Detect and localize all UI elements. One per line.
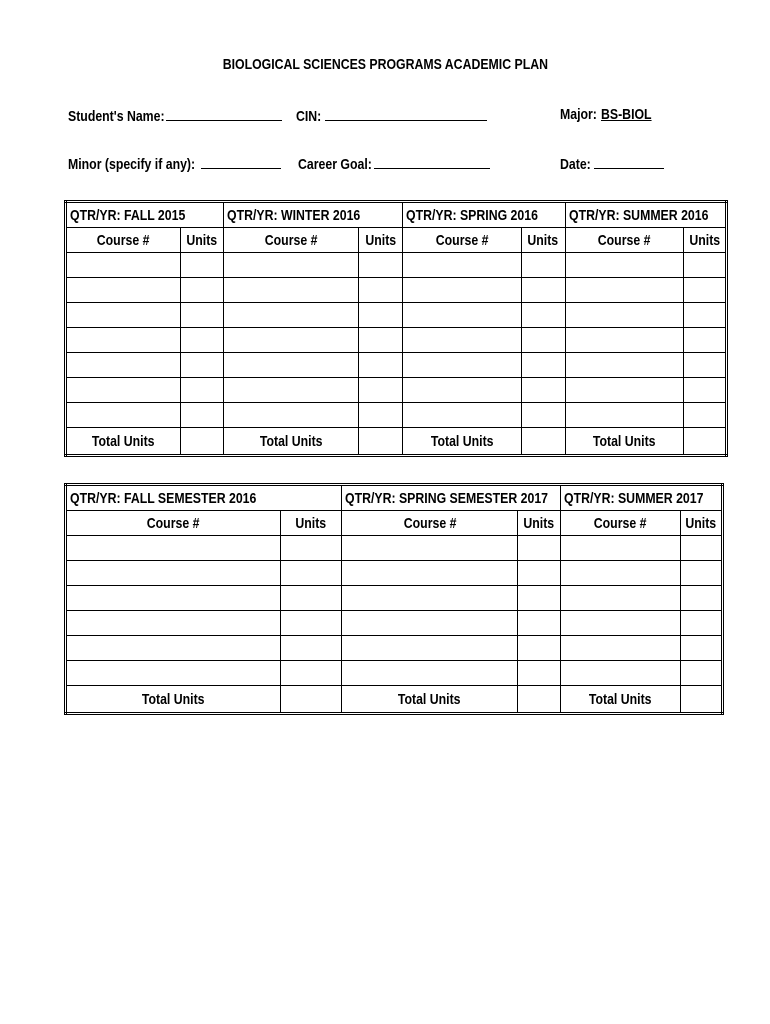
course-entry-cell[interactable] <box>561 586 681 611</box>
quarter-plan-table <box>64 200 728 457</box>
units-entry-cell[interactable] <box>181 303 224 328</box>
units-entry-cell[interactable] <box>680 661 722 686</box>
units-entry-cell[interactable] <box>181 378 224 403</box>
total-units-cell[interactable] <box>683 428 726 456</box>
total-units-cell[interactable] <box>181 428 224 456</box>
course-entry-cell[interactable] <box>342 561 518 586</box>
quarter-term-header-row <box>66 202 727 228</box>
units-entry-cell[interactable] <box>680 561 722 586</box>
table-row <box>66 561 723 586</box>
semester-total-row <box>66 686 723 714</box>
units-entry-cell[interactable] <box>518 636 561 661</box>
course-entry-cell[interactable] <box>66 253 181 278</box>
course-entry-cell[interactable] <box>561 636 681 661</box>
minor-field[interactable] <box>68 154 281 173</box>
total-units-label: Total Units <box>66 686 281 714</box>
units-entry-cell[interactable] <box>680 636 722 661</box>
course-entry-cell[interactable] <box>224 403 359 428</box>
total-units-label: Total Units <box>403 428 521 456</box>
units-entry-cell[interactable] <box>359 328 403 353</box>
page-title: BIOLOGICAL SCIENCES PROGRAMS ACADEMIC PLAN <box>222 56 548 73</box>
course-entry-cell[interactable] <box>66 328 181 353</box>
semester-column-header-row <box>66 511 723 536</box>
course-entry-cell[interactable] <box>565 253 683 278</box>
table-row <box>66 536 723 561</box>
student-name-field[interactable] <box>68 106 282 125</box>
table-row <box>66 303 727 328</box>
total-units-label: Total Units <box>224 428 359 456</box>
course-entry-cell[interactable] <box>403 353 521 378</box>
units-entry-cell[interactable] <box>683 328 726 353</box>
semester-term-label: QTR/YR: SUMMER 2017 <box>561 485 723 511</box>
units-entry-cell[interactable] <box>280 561 341 586</box>
course-entry-cell[interactable] <box>561 536 681 561</box>
career-goal-input[interactable] <box>374 154 490 169</box>
units-entry-cell[interactable] <box>359 378 403 403</box>
units-entry-cell[interactable] <box>280 636 341 661</box>
table-row <box>66 278 727 303</box>
date-field[interactable] <box>560 154 664 173</box>
course-entry-cell[interactable] <box>342 586 518 611</box>
course-column-header: Course # <box>66 511 281 536</box>
course-entry-cell[interactable] <box>565 403 683 428</box>
units-entry-cell[interactable] <box>359 353 403 378</box>
table-row <box>66 253 727 278</box>
course-entry-cell[interactable] <box>224 353 359 378</box>
units-column-header: Units <box>280 511 341 536</box>
units-entry-cell[interactable] <box>359 278 403 303</box>
course-entry-cell[interactable] <box>561 561 681 586</box>
quarter-term-label: QTR/YR: SUMMER 2016 <box>565 202 726 228</box>
course-column-header: Course # <box>561 511 681 536</box>
semester-term-label: QTR/YR: SPRING SEMESTER 2017 <box>342 485 561 511</box>
course-entry-cell[interactable] <box>66 353 181 378</box>
course-entry-cell[interactable] <box>565 353 683 378</box>
table-row <box>66 661 723 686</box>
total-units-label: Total Units <box>565 428 683 456</box>
units-entry-cell[interactable] <box>683 378 726 403</box>
course-entry-cell[interactable] <box>565 303 683 328</box>
units-entry-cell[interactable] <box>518 561 561 586</box>
course-column-header: Course # <box>224 228 359 253</box>
course-entry-cell[interactable] <box>342 636 518 661</box>
units-entry-cell[interactable] <box>521 278 565 303</box>
units-entry-cell[interactable] <box>518 611 561 636</box>
table-row <box>66 586 723 611</box>
table-row <box>66 353 727 378</box>
semester-term-header-row <box>66 485 723 511</box>
course-entry-cell[interactable] <box>403 378 521 403</box>
semester-plan-table <box>64 483 724 715</box>
course-entry-cell[interactable] <box>342 661 518 686</box>
table-row <box>66 611 723 636</box>
total-units-label: Total Units <box>561 686 681 714</box>
course-entry-cell[interactable] <box>565 278 683 303</box>
units-column-header: Units <box>683 228 726 253</box>
total-units-label: Total Units <box>342 686 518 714</box>
course-column-header: Course # <box>342 511 518 536</box>
units-entry-cell[interactable] <box>359 403 403 428</box>
quarter-term-label: QTR/YR: FALL 2015 <box>66 202 224 228</box>
cin-label: CIN: <box>296 108 322 125</box>
course-entry-cell[interactable] <box>403 303 521 328</box>
units-entry-cell[interactable] <box>683 353 726 378</box>
semester-term-label: QTR/YR: FALL SEMESTER 2016 <box>66 485 342 511</box>
course-entry-cell[interactable] <box>66 536 281 561</box>
course-entry-cell[interactable] <box>224 253 359 278</box>
date-input[interactable] <box>594 154 664 169</box>
course-entry-cell[interactable] <box>403 278 521 303</box>
course-entry-cell[interactable] <box>66 378 181 403</box>
course-entry-cell[interactable] <box>66 661 281 686</box>
minor-input[interactable] <box>201 154 281 169</box>
student-name-label: Student's Name: <box>68 108 165 125</box>
units-entry-cell[interactable] <box>518 536 561 561</box>
units-entry-cell[interactable] <box>521 328 565 353</box>
units-entry-cell[interactable] <box>181 353 224 378</box>
total-units-cell[interactable] <box>680 686 722 714</box>
quarter-term-label: QTR/YR: WINTER 2016 <box>224 202 403 228</box>
cin-input[interactable] <box>325 106 487 121</box>
course-column-header: Course # <box>565 228 683 253</box>
career-goal-label: Career Goal: <box>298 156 372 173</box>
units-column-header: Units <box>680 511 722 536</box>
course-entry-cell[interactable] <box>66 303 181 328</box>
units-entry-cell[interactable] <box>521 353 565 378</box>
units-entry-cell[interactable] <box>521 253 565 278</box>
units-entry-cell[interactable] <box>521 303 565 328</box>
course-entry-cell[interactable] <box>66 403 181 428</box>
total-units-cell[interactable] <box>280 686 341 714</box>
course-entry-cell[interactable] <box>66 586 281 611</box>
units-entry-cell[interactable] <box>683 278 726 303</box>
quarter-column-header-row <box>66 228 727 253</box>
units-entry-cell[interactable] <box>181 403 224 428</box>
units-entry-cell[interactable] <box>280 586 341 611</box>
units-entry-cell[interactable] <box>280 661 341 686</box>
units-entry-cell[interactable] <box>181 328 224 353</box>
units-entry-cell[interactable] <box>181 253 224 278</box>
course-entry-cell[interactable] <box>403 403 521 428</box>
course-column-header: Course # <box>66 228 181 253</box>
student-name-input[interactable] <box>166 106 282 121</box>
units-column-header: Units <box>521 228 565 253</box>
course-entry-cell[interactable] <box>403 253 521 278</box>
units-entry-cell[interactable] <box>280 611 341 636</box>
cin-field[interactable] <box>296 106 487 125</box>
units-column-header: Units <box>359 228 403 253</box>
course-entry-cell[interactable] <box>403 328 521 353</box>
units-entry-cell[interactable] <box>683 303 726 328</box>
units-entry-cell[interactable] <box>680 611 722 636</box>
course-entry-cell[interactable] <box>66 636 281 661</box>
units-entry-cell[interactable] <box>521 378 565 403</box>
course-entry-cell[interactable] <box>224 278 359 303</box>
quarter-term-label: QTR/YR: SPRING 2016 <box>403 202 565 228</box>
minor-label: Minor (specify if any): <box>68 156 196 173</box>
units-column-header: Units <box>518 511 561 536</box>
units-entry-cell[interactable] <box>181 278 224 303</box>
units-entry-cell[interactable] <box>359 253 403 278</box>
course-entry-cell[interactable] <box>224 303 359 328</box>
course-entry-cell[interactable] <box>66 561 281 586</box>
units-entry-cell[interactable] <box>680 536 722 561</box>
units-entry-cell[interactable] <box>680 586 722 611</box>
units-entry-cell[interactable] <box>683 403 726 428</box>
course-entry-cell[interactable] <box>561 661 681 686</box>
major-value: BS-BIOL <box>601 106 652 123</box>
units-entry-cell[interactable] <box>521 403 565 428</box>
major-label: Major: <box>560 106 597 123</box>
units-entry-cell[interactable] <box>359 303 403 328</box>
total-units-cell[interactable] <box>518 686 561 714</box>
units-entry-cell[interactable] <box>280 536 341 561</box>
course-entry-cell[interactable] <box>342 536 518 561</box>
table-row <box>66 378 727 403</box>
course-entry-cell[interactable] <box>224 328 359 353</box>
course-entry-cell[interactable] <box>66 611 281 636</box>
total-units-cell[interactable] <box>359 428 403 456</box>
course-entry-cell[interactable] <box>565 328 683 353</box>
course-entry-cell[interactable] <box>224 378 359 403</box>
table-row <box>66 636 723 661</box>
total-units-label: Total Units <box>66 428 181 456</box>
total-units-cell[interactable] <box>521 428 565 456</box>
units-entry-cell[interactable] <box>518 661 561 686</box>
table-row <box>66 328 727 353</box>
date-label: Date: <box>560 156 591 173</box>
quarter-total-row <box>66 428 727 456</box>
course-entry-cell[interactable] <box>565 378 683 403</box>
course-entry-cell[interactable] <box>66 278 181 303</box>
table-row <box>66 403 727 428</box>
course-entry-cell[interactable] <box>561 611 681 636</box>
career-goal-field[interactable] <box>298 154 490 173</box>
units-column-header: Units <box>181 228 224 253</box>
units-entry-cell[interactable] <box>518 586 561 611</box>
major-field <box>560 106 663 123</box>
course-entry-cell[interactable] <box>342 611 518 636</box>
course-column-header: Course # <box>403 228 521 253</box>
units-entry-cell[interactable] <box>683 253 726 278</box>
